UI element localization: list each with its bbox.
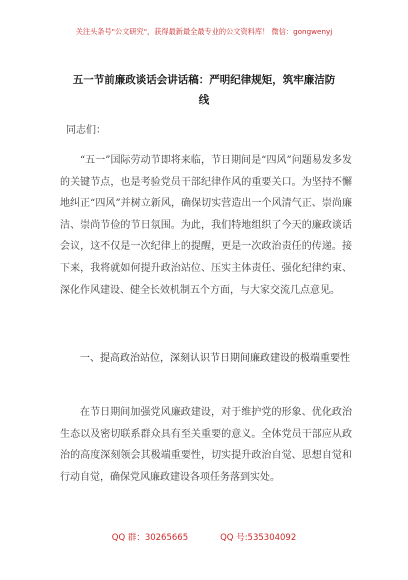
greeting: 同志们：	[66, 125, 106, 136]
section-heading-1: 一、提高政治站位，深刻认识节日期间廉政建设的极端重要性	[80, 353, 350, 364]
footer	[0, 531, 408, 543]
footer-qq-number: QQ 号:535304092	[220, 533, 297, 543]
document-title: 五一节前廉政谈话会讲话稿：严明纪律规矩，筑牢廉洁防线	[72, 74, 336, 106]
header-banner: 关注头条号"公文研究"，获得最新最全最专业的公文资料库！ 微信：gongwenyj	[75, 27, 333, 36]
paragraph-1: “五一”国际劳动节即将来临，节日期间是“四风”问题易发多发的关键节点，也是考验党员干部纪律作风的重要关口。为坚持不懈地纠正“四风”并树立新风，确保切实营造出一个风清气正、崇尚廉洁、崇尚节俭的节日氛围。为此，我们特地组织了今天的廉政谈话会议，这不仅是一次纪律上的提醒，更是一次政治责任的传递。接下来，我将就如何提升政治站位、压实主体责任、强化纪律约束、深化作风建设、健全长效机制五个方面，与大家交流几点意见。	[60, 155, 352, 296]
footer-qq-group: QQ 群：30265665	[111, 533, 189, 543]
paragraph-2: 在节日期间加强党风廉政建设，对于维护党的形象、优化政治生态以及密切联系群众具有至关重要的意义。全体党员干部应从政治的高度深刻领会其极端重要性，切实提升政治自觉、思想自觉和行动自觉，确保党风廉政建设各项任务落到实处。	[60, 407, 352, 483]
